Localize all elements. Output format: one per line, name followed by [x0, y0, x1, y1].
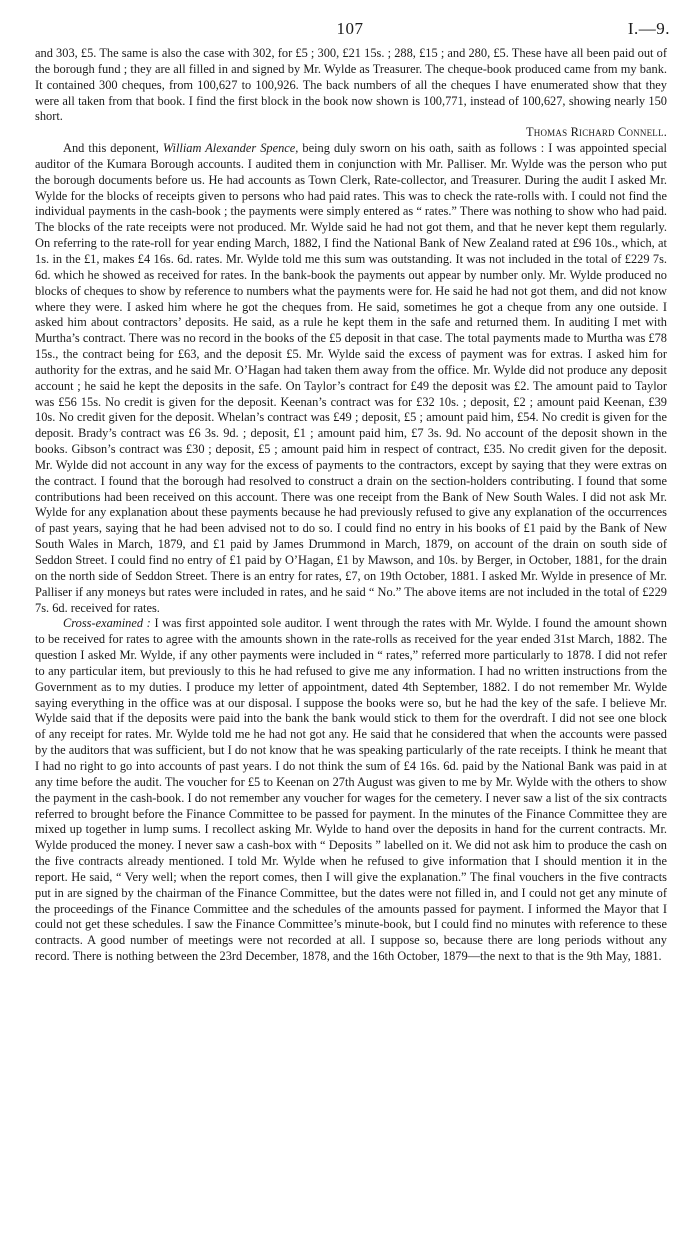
body-text — [35, 46, 667, 965]
paragraph-text: I was first appointed sole auditor. I went through the rates with Mr. Wylde. I found the amount shown to be received for rates to agree with the amounts shown in the rate-rolls as received for the year ended 31st March, 1882. The question I asked Mr. Wylde, if any other payments were included in “ rates,” referred more particularly to 1878. I did not refer to any particular item, but previously to this he had refused to give me any information. I had no written instructions from the Government as to my duties. I produce my letter of appointment, dated 4th September, 1882. I do not remember Mr. Wylde saying everything in the office was at our disposal. I suppose the books were so, but he had the key of the safe. I believe Mr. Wylde said that if the deposits were paid into the bank the bank would stick to them for the overdraft. I did not see one block of any receipt for rates. Mr. Wylde told me he had not got any. He said that he considered that when the accounts were passed by the auditors that was sufficient, but I do not know that he was speaking particularly of the rate receipts. I think he meant that I had no right to go into accounts of past years. I do not think the sum of £4 16s. 6d. paid by the National Bank was paid in at any time before the audit. The voucher for £5 to Keenan on 27th August was given to me by Mr. Wylde with the others to show the payment in the cash-book. I do not remember any voucher for wages for the cemetery. I never saw a list of the six contracts referred to brought before the Finance Committee to be passed for payment. In the minutes of the Finance Committee they are mixed up together in lump sums. I recollect asking Mr. Wylde to hand over the deposits in hand for the current contracts. Mr. Wylde produced the money. I never saw a cash-box with “ Deposits ” labelled on it. We did not ask him to produce the cash on the five contracts already mentioned. I told Mr. Wylde when he refused to give information that I should mention it in the report. He said, “ Very well; when the report comes, then I will give the explanation.” The final vouchers in the five contracts put in are signed by the chairman of the Finance Committee, but the dates were not filled in, and I could not get any minute of the proceedings of the Finance Committee and the schedules of the amounts passed for payment. I informed the Mayor that I could not get these schedules. I saw the Finance Committee’s minute-book, but I could find no minutes with reference to these contracts. A good number of meetings were not recorded at all. I suppose so, because there are long periods without any record. There is nothing between the 23rd December, 1878, and the 16th October, 1879—the next to that is the 9th May, 1881. — [35, 616, 667, 964]
witness-name: William Alexander Spence, — [162, 141, 299, 156]
witness-signature — [35, 125, 667, 141]
paragraph-text: and 303, £5. The same is also the case with 302, for £5 ; 300, £21 15s. ; 288, £15 ; and 280, £5. These have all been paid out of the borough fund ; they are all filled in and signed by Mr. Wylde as Treasurer. The cheque-book produced came from my bank. It contained 300 cheques, from 100,627 to 100,926. The back numbers of all the cheques I have enumerated show that they were all taken from that book. I find the first block in the book now shown is 100,771, instead of 100,627, showing nearly 150 short. — [35, 46, 667, 124]
paragraph-text: being duly sworn on his oath, saith as follows : I was appointed special auditor of the Kumara Borough accounts. I audited them in conjunction with Mr. Palliser. Mr. Wylde was the person who put the borough documents before us. He had accounts as Town Clerk, Rate-collector, and Treasurer. During the audit I asked Mr. Wylde for the blocks of receipts given to persons who had paid rates. This was to check the rate-rolls with. I could not find the individual payments in the cash-book ; the payments were simply entered as “ rates.” There was nothing to show who had paid. The blocks of the rate receipts were not produced. Mr. Wylde said he had not got them, and that he never kept them regularly. On referring to the rate-roll for year ending March, 1882, I find the National Bank of New Zealand rated at £96 10s., which, at 1s. in the £1, makes £4 16s. 6d. rates. Mr. Wylde told me this sum was outstanding. It was not included in the total of £229 7s. 6d. which he showed as received for rates. In the bank-book the payments out appear by number only. Mr. Wylde produced no blocks of cheques to show by reference to numbers what the payments were for. He said he had not got them, and did not know where they were. I asked him where he got the cheques from. He said, sometimes he got a cheque from any one outside. I asked him about contractors’ deposits. He said, as a rule he kept them in the safe and returned them. In auditing I met with Murtha’s contract. There was no record in the books of the £5 deposit in that case. The total payments made to Murtha was £78 15s., the contract being for £63, and the deposit £5. Mr. Wylde said the excess of payment was for extras. I asked him for authority for the extras, and he said Mr. O’Hagan had taken them away from the office. Mr. Wylde did not produce any deposit account ; he said he kept the deposits in the safe. On Taylor’s contract for £49 the deposit was £2. The amount paid to Taylor was £56 15s. No credit is given for the deposit. Keenan’s contract was for £32 10s. ; deposit, £2 ; amount paid Keenan, £39 10s. No credit given for the deposit. Whelan’s contract was £49 ; deposit, £5 ; amount paid him, £54. No credit is given for the deposit. Brady’s contract was £6 3s. 9d. ; deposit, £1 ; amount paid him, £7 3s. 9d. No account of the deposit shown in the books. Gibson’s contract was £30 ; deposit, £5 ; amount paid him in respect of contract, £35. No credit given for the deposit. Mr. Wylde did not account in any way for the excess of payments to the contractors, except by saying that they were extras on the contract. I found that the borough had resolved to construct a drain on the section-holders contributing. I found that some contributions had been received on this account. There was one receipt from the Bank of New South Wales. I did not ask Mr. Wylde for any explanation about these payments because he had previously refused to give any explanation of the occurrences of past years, saying that he had been advised not to do so. I could find no entry in his books of £1 paid by the Bank of New South Wales in March, 1879, and £1 paid by James Drummond in March, 1879, on account of the drain on south side of Seddon Street. I could find no entry of £1 paid by O’Hagan, £1 by Mawson, and 10s. by Berger, in October, 1881, for the drain on the north side of Seddon Street. There is an entry for rates, £7, on 19th October, 1881. I asked Mr. Wylde in presence of Mr. Palliser if any moneys but rates were included in rates, and he said “ No.” The above items are not included in the total of £229 7s. 6d. received for rates. — [35, 141, 667, 615]
paragraph-connell-testimony-end — [35, 46, 667, 125]
paragraph-lead: And this deponent, — [63, 141, 159, 156]
page-number: 107 — [336, 19, 364, 38]
cross-examined-label: Cross-examined : — [63, 616, 151, 631]
paragraph-spence-deposition — [35, 141, 667, 616]
signature-name: Thomas Richard Connell. — [526, 125, 667, 140]
paragraph-cross-examination — [35, 616, 667, 965]
document-reference: I.—9. — [627, 19, 670, 38]
